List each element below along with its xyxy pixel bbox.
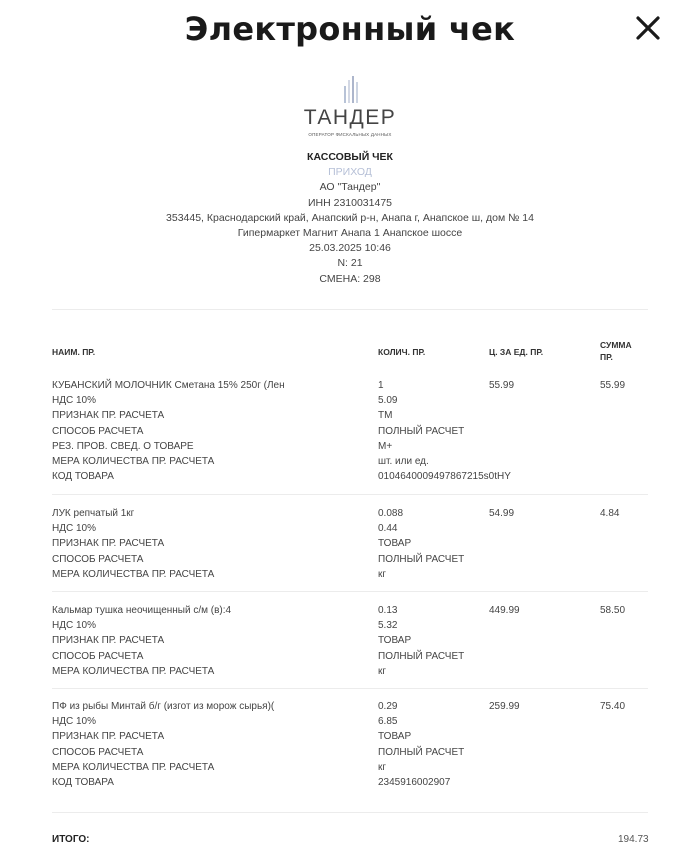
receipt-info [0,150,700,287]
item-label: НДС 10% [52,716,97,728]
column-header-sum-line1: СУММА [600,340,632,350]
item-labels [52,506,372,582]
close-icon[interactable] [634,14,662,42]
item-name: ПФ из рыбы Минтай б/г (изгот из морож сырья)( [52,701,275,712]
item-value: шт. или ед. [378,455,429,467]
column-header-name: НАИМ. ПР. [52,347,96,357]
item-label: МЕРА КОЛИЧЕСТВА ПР. РАСЧЕТА [52,665,215,677]
item-value: 0104640009497867215s0tHY [378,471,511,483]
item-label: МЕРА КОЛИЧЕСТВА ПР. РАСЧЕТА [52,568,215,580]
receipt-org: АО "Тандер" [319,181,381,194]
item-label: ПРИЗНАК ПР. РАСЧЕТА [52,731,165,743]
item-label: НДС 10% [52,395,97,407]
item-label: СПОСОБ РАСЧЕТА [52,650,144,662]
item-label: НДС 10% [52,620,97,632]
item-price: 449.99 [489,605,520,616]
item-value: ТОВАР [378,635,412,647]
item-label: МЕРА КОЛИЧЕСТВА ПР. РАСЧЕТА [52,761,215,773]
item-label: СПОСОБ РАСЧЕТА [52,425,144,437]
divider [52,688,648,689]
item-price: 54.99 [489,508,515,519]
item-value: кг [378,568,387,580]
item-label: ПРИЗНАК ПР. РАСЧЕТА [52,410,165,422]
receipt-shift: СМЕНА: 298 [319,272,381,285]
item-value: ТОВАР [378,731,412,743]
item-label: РЕЗ. ПРОВ. СВЕД. О ТОВАРЕ [52,440,194,452]
item-value: кг [378,665,387,677]
item-sum: 4.84 [600,508,620,519]
receipt-datetime: 25.03.2025 10:46 [309,242,391,255]
logo-bars-icon [340,76,360,104]
item-name: Кальмар тушка неочищенный с/м (в):4 [52,605,232,616]
column-header-price: Ц. ЗА ЕД. ПР. [489,347,544,357]
receipt-number: N: 21 [337,257,363,270]
receipt-address: 353445, Краснодарский край, Анапский р-н, Анапа г, Анапское ш, дом № 14 [166,211,534,224]
item-value: кг [378,761,387,773]
item-value: 5.32 [378,620,398,632]
item-values [378,603,488,679]
page-title: Электронный чек [184,10,516,48]
item-sum: 58.50 [600,605,626,616]
item-labels [52,603,372,679]
item-value: ТОВАР [378,538,412,550]
divider [52,309,648,310]
item-qty: 0.13 [378,605,398,616]
item-sum: 75.40 [600,701,626,712]
item-name: КУБАНСКИЙ МОЛОЧНИК Сметана 15% 250г (Лен [52,380,285,391]
item-value: 2345916002907 [378,776,451,788]
item-label: МЕРА КОЛИЧЕСТВА ПР. РАСЧЕТА [52,455,215,467]
item-labels [52,378,372,484]
divider [52,591,648,592]
divider [52,494,648,495]
item-value: ПОЛНЫЙ РАСЧЕТ [378,650,465,662]
column-header-sum-line2: ПР. [600,352,613,362]
item-label: КОД ТОВАРА [52,471,114,483]
header [0,0,700,62]
receipt-inn: ИНН 2310031475 [307,196,393,209]
receipt-store: Гипермаркет Магнит Анапа 1 Анапское шоссе [237,226,463,239]
item-label: НДС 10% [52,523,97,535]
column-header-qty: КОЛИЧ. ПР. [378,347,426,357]
item-value: 5.09 [378,395,398,407]
item-value: ПОЛНЫЙ РАСЧЕТ [378,746,465,758]
item-price: 55.99 [489,380,515,391]
divider [52,812,648,813]
item-value: М+ [378,440,393,452]
item-values [378,506,488,582]
item-sum: 55.99 [600,380,626,391]
item-values [378,699,488,790]
column-header-sum [600,339,632,363]
logo-name: ТАНДЕР [303,106,397,129]
item-value: ПОЛНЫЙ РАСЧЕТ [378,553,465,565]
item-label: ПРИЗНАК ПР. РАСЧЕТА [52,538,165,550]
item-qty: 0.088 [378,508,404,519]
receipt-type: ПРИХОД [328,166,372,179]
item-label: СПОСОБ РАСЧЕТА [52,553,144,565]
item-value: 6.85 [378,716,398,728]
item-label: КОД ТОВАРА [52,776,114,788]
receipt-title: КАССОВЫЙ ЧЕК [307,151,393,163]
close-button[interactable] [634,14,662,42]
item-qty: 0.29 [378,701,398,712]
item-label: ПРИЗНАК ПР. РАСЧЕТА [52,635,165,647]
total-label: ИТОГО: [52,834,90,845]
item-value: 0.44 [378,523,398,535]
item-price: 259.99 [489,701,520,712]
item-label: СПОСОБ РАСЧЕТА [52,746,144,758]
item-labels [52,699,372,790]
item-qty: 1 [378,380,384,391]
company-logo [300,76,400,140]
item-value: ТМ [378,410,393,422]
logo-subtitle: ОПЕРАТОР ФИСКАЛЬНЫХ ДАННЫХ [308,132,392,137]
total-value: 194.73 [618,834,649,845]
item-value: ПОЛНЫЙ РАСЧЕТ [378,425,465,437]
item-name: ЛУК репчатый 1кг [52,508,135,519]
